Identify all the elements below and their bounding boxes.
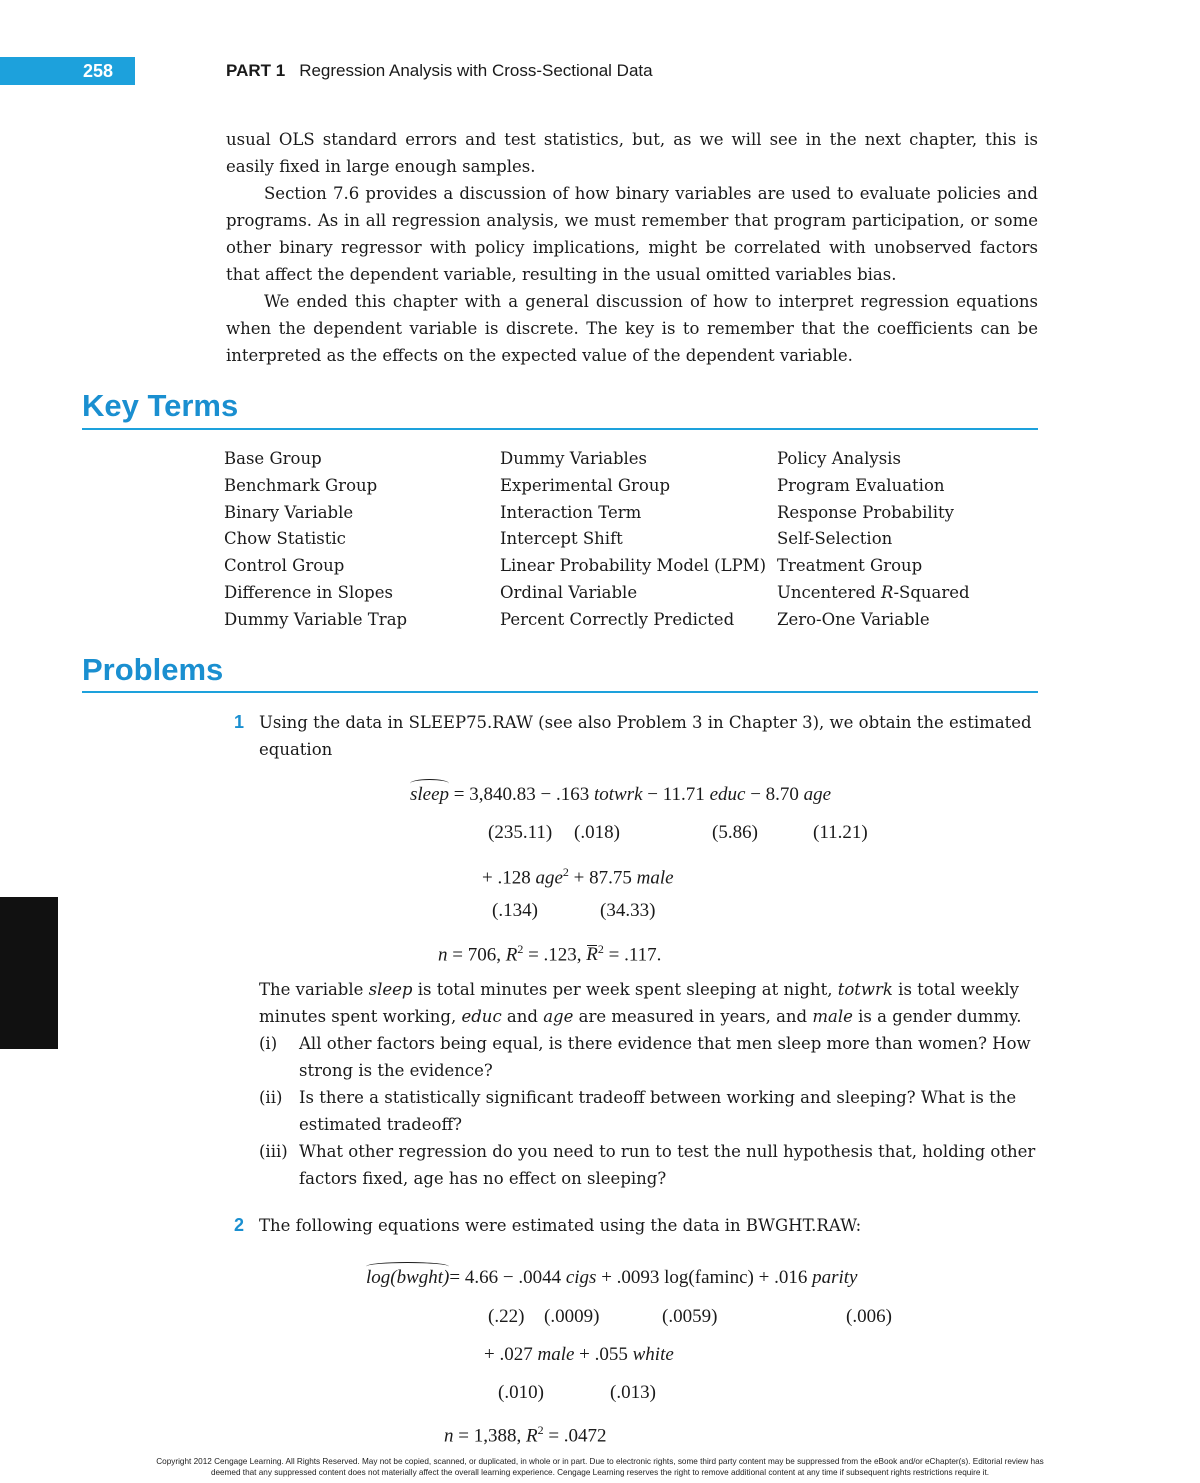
eq1-intercept: 3,840.83 — [469, 784, 536, 805]
eq1-coef-age2: .128 — [497, 867, 531, 889]
key-terms-column-2 — [500, 446, 766, 634]
eq1-var-age: age — [803, 784, 832, 805]
copyright-line-1: Copyright 2012 Cengage Learning. All Rights Reserved. May not be copied, scanned, or duplicated, in whole or in part. Due to electronic rights, some third party content may be suppressed from the eBook and/or eChapter(s). Editorial review has — [156, 1457, 1044, 1466]
problem-2-intro-text: The following equations were estimated using the data in BWGHT.RAW: — [259, 1216, 862, 1235]
key-terms-column-1 — [224, 446, 407, 634]
eq1-r2: .123 — [543, 944, 577, 966]
page-number: 258 — [82, 61, 113, 81]
item-text: All other factors being equal, is there evidence that men sleep more than women? How strong is the evidence? — [299, 1034, 1031, 1080]
key-term: Treatment Group — [777, 556, 923, 576]
key-term: Policy Analysis — [777, 449, 901, 468]
key-term: Dummy Variables — [500, 449, 648, 468]
eq1-lhs: sleep — [410, 784, 450, 805]
equation-2-stats: n = 1,388, $R^2 = .0472$ — [444, 1423, 607, 1447]
part-title: Regression Analysis with Cross-Sectional Data — [299, 61, 653, 80]
key-term-uncentered-r-squared — [777, 580, 970, 607]
eq1-se-educ: (5.86) — [712, 822, 758, 843]
var-educ: educ — [461, 1007, 502, 1026]
key-term: Experimental Group — [500, 475, 671, 495]
eq2-coef-parity: .016 — [774, 1267, 808, 1288]
problem-1-intro-text: Using the data in SLEEP75.RAW (see also Problem 3 in Chapter 3), we obtain the estimated equation — [259, 713, 1032, 759]
eq2-var-cigs: cigs — [565, 1267, 597, 1288]
problem-1-item-iii — [259, 1138, 1038, 1192]
equation-1-stats: n = 706, $R^2 = .123$, $R^2 = .117$. — [438, 942, 662, 966]
intro-text — [226, 126, 1038, 369]
var-totwrk: totwrk — [837, 980, 893, 999]
text: are measured in years, and — [573, 1007, 813, 1026]
text: The variable — [259, 980, 369, 999]
eq1-coef-age: 8.70 — [765, 784, 799, 805]
intro-paragraph-3: We ended this chapter with a general discussion of how to interpret regression equations when the dependent variable is discrete. The key is to remember that the coefficients can be interpreted as the effects on the expected value of the dependent variable. — [226, 292, 1038, 365]
eq2-se-white: (.013) — [610, 1382, 656, 1403]
eq1-var-educ: educ — [709, 784, 746, 805]
problem-1-item-i — [259, 1030, 1038, 1084]
text: is total minutes per week spent sleeping at night, — [412, 980, 838, 999]
eq1-adj-r2: .117 — [624, 944, 657, 966]
side-thumb-tab — [0, 897, 58, 1049]
eq2-se-faminc: (.0059) — [662, 1306, 718, 1327]
part-label: PART 1 — [226, 61, 286, 80]
eq1-var-male: male — [636, 867, 674, 889]
problem-1-number: 1 — [234, 712, 245, 732]
key-term-text: Uncentered — [777, 582, 876, 602]
var-male: male — [812, 1007, 853, 1026]
item-label: (ii) — [259, 1088, 283, 1107]
key-term: Intercept Shift — [500, 529, 623, 549]
eq1-coef-totwrk: .163 — [555, 784, 590, 805]
var-sleep: sleep — [368, 980, 413, 999]
key-term: Self-Selection — [777, 529, 893, 549]
key-term: Percent Correctly Predicted — [500, 609, 735, 629]
item-label: (iii) — [259, 1142, 288, 1161]
key-term: Control Group — [224, 556, 345, 576]
eq2-coef-male: .027 — [499, 1344, 533, 1365]
key-term: Program Evaluation — [777, 475, 945, 495]
intro-paragraph-1: usual OLS standard errors and test statistics, but, as we will see in the next chapter, this is easily fixed in large enough samples. — [226, 130, 1038, 176]
key-term: Binary Variable — [224, 502, 354, 522]
eq2-coef-cigs: .0044 — [518, 1267, 562, 1288]
key-terms-rule — [82, 428, 1038, 430]
key-term: Difference in Slopes — [224, 582, 393, 602]
eq1-coef-educ: 11.71 — [662, 784, 705, 805]
item-text: What other regression do you need to run to test the null hypothesis that, holding other factors fixed, age has no effect on sleeping? — [299, 1142, 1036, 1188]
key-term: Linear Probability Model (LPM) — [500, 556, 767, 576]
key-term: Response Probability — [777, 502, 954, 522]
equation-1-line-2: + .128 age$^2$ + 87.75 male — [482, 865, 674, 889]
r-symbol: R — [881, 582, 894, 602]
eq2-n: 1,388 — [473, 1425, 517, 1447]
key-term: Benchmark Group — [224, 475, 378, 495]
copyright-footer — [0, 1456, 1200, 1478]
running-head — [226, 58, 653, 84]
eq1-se-totwrk: (.018) — [574, 822, 620, 843]
key-term: Chow Statistic — [224, 529, 346, 549]
eq1-se-male: (34.33) — [600, 900, 656, 921]
equation-1-line-1: sleep = 3,840.83 − .163 totwrk − 11.71 educ − 8.70 age — [410, 784, 832, 805]
equation-2-line-2: + .027 male + .055 white — [484, 1344, 674, 1365]
problem-1-body — [259, 976, 1038, 1192]
intro-paragraph-2: Section 7.6 provides a discussion of how binary variables are used to evaluate policies and programs. As in all regression analysis, we must remember that program participation, or some other binary regressor with policy implications, might be correlated with unobserved factors that affect the dependent variable, resulting in the usual omitted variables bias. — [226, 184, 1038, 284]
eq2-se-male: (.010) — [498, 1382, 544, 1403]
item-label: (i) — [259, 1034, 278, 1053]
problems-rule — [82, 691, 1038, 693]
eq1-se-age2: (.134) — [492, 900, 538, 921]
eq1-se-age: (11.21) — [813, 822, 868, 843]
eq1-n: 706 — [467, 944, 497, 966]
eq1-se-intercept: (235.11) — [488, 822, 553, 843]
eq2-intercept: 4.66 — [464, 1267, 499, 1288]
eq1-var-age2: age — [535, 867, 563, 889]
key-term: Base Group — [224, 449, 322, 468]
key-term: Ordinal Variable — [500, 582, 638, 602]
key-term: Interaction Term — [500, 502, 642, 522]
key-terms-heading: Key Terms — [82, 388, 239, 423]
page-number-tab — [0, 57, 135, 85]
text: is a gender dummy. — [852, 1007, 1022, 1026]
text: and — [501, 1007, 544, 1026]
item-text: Is there a statistically significant tradeoff between working and sleeping? What is the estimated tradeoff? — [299, 1088, 1017, 1134]
equation-2-line-1: log(bwght)= 4.66 − .0044 cigs + .0093 log(faminc) + .016 parity — [366, 1267, 858, 1288]
eq2-lhs: log(bwght) — [366, 1267, 450, 1288]
problems-heading: Problems — [82, 652, 224, 687]
problem-2-number: 2 — [234, 1215, 245, 1235]
text: is total weekly minutes spent working, — [259, 980, 1019, 1026]
var-age: age — [543, 1007, 574, 1026]
eq2-coef-white: .055 — [594, 1344, 628, 1365]
problem-1-intro — [259, 709, 1038, 763]
eq2-r2: .0472 — [563, 1425, 607, 1447]
eq2-se-cigs: (.0009) — [544, 1306, 600, 1327]
copyright-line-2: deemed that any suppressed content does not materially affect the overall learning experience. Cengage Learning reserves the right to remove additional content at any time if subsequent rights restrictions require it. — [210, 1468, 990, 1477]
eq2-se-intercept: (.22) — [488, 1306, 525, 1327]
key-term-suffix: -Squared — [893, 582, 970, 602]
key-term: Zero-One Variable — [777, 609, 930, 629]
eq2-var-parity: parity — [812, 1267, 858, 1288]
eq2-var-white: white — [632, 1344, 674, 1365]
key-terms-column-3 — [777, 446, 970, 634]
eq2-var-faminc: log(faminc) — [664, 1267, 754, 1288]
problem-1-item-ii — [259, 1084, 1038, 1138]
eq2-se-parity: (.006) — [846, 1306, 892, 1327]
eq2-var-male: male — [537, 1344, 575, 1365]
eq1-coef-male: 87.75 — [589, 867, 632, 889]
eq1-var-totwrk: totwrk — [593, 784, 643, 805]
eq2-coef-faminc: .0093 — [616, 1267, 660, 1288]
problem-1-description — [259, 976, 1038, 1030]
problem-2-intro — [259, 1212, 1038, 1239]
key-term: Dummy Variable Trap — [224, 609, 408, 629]
